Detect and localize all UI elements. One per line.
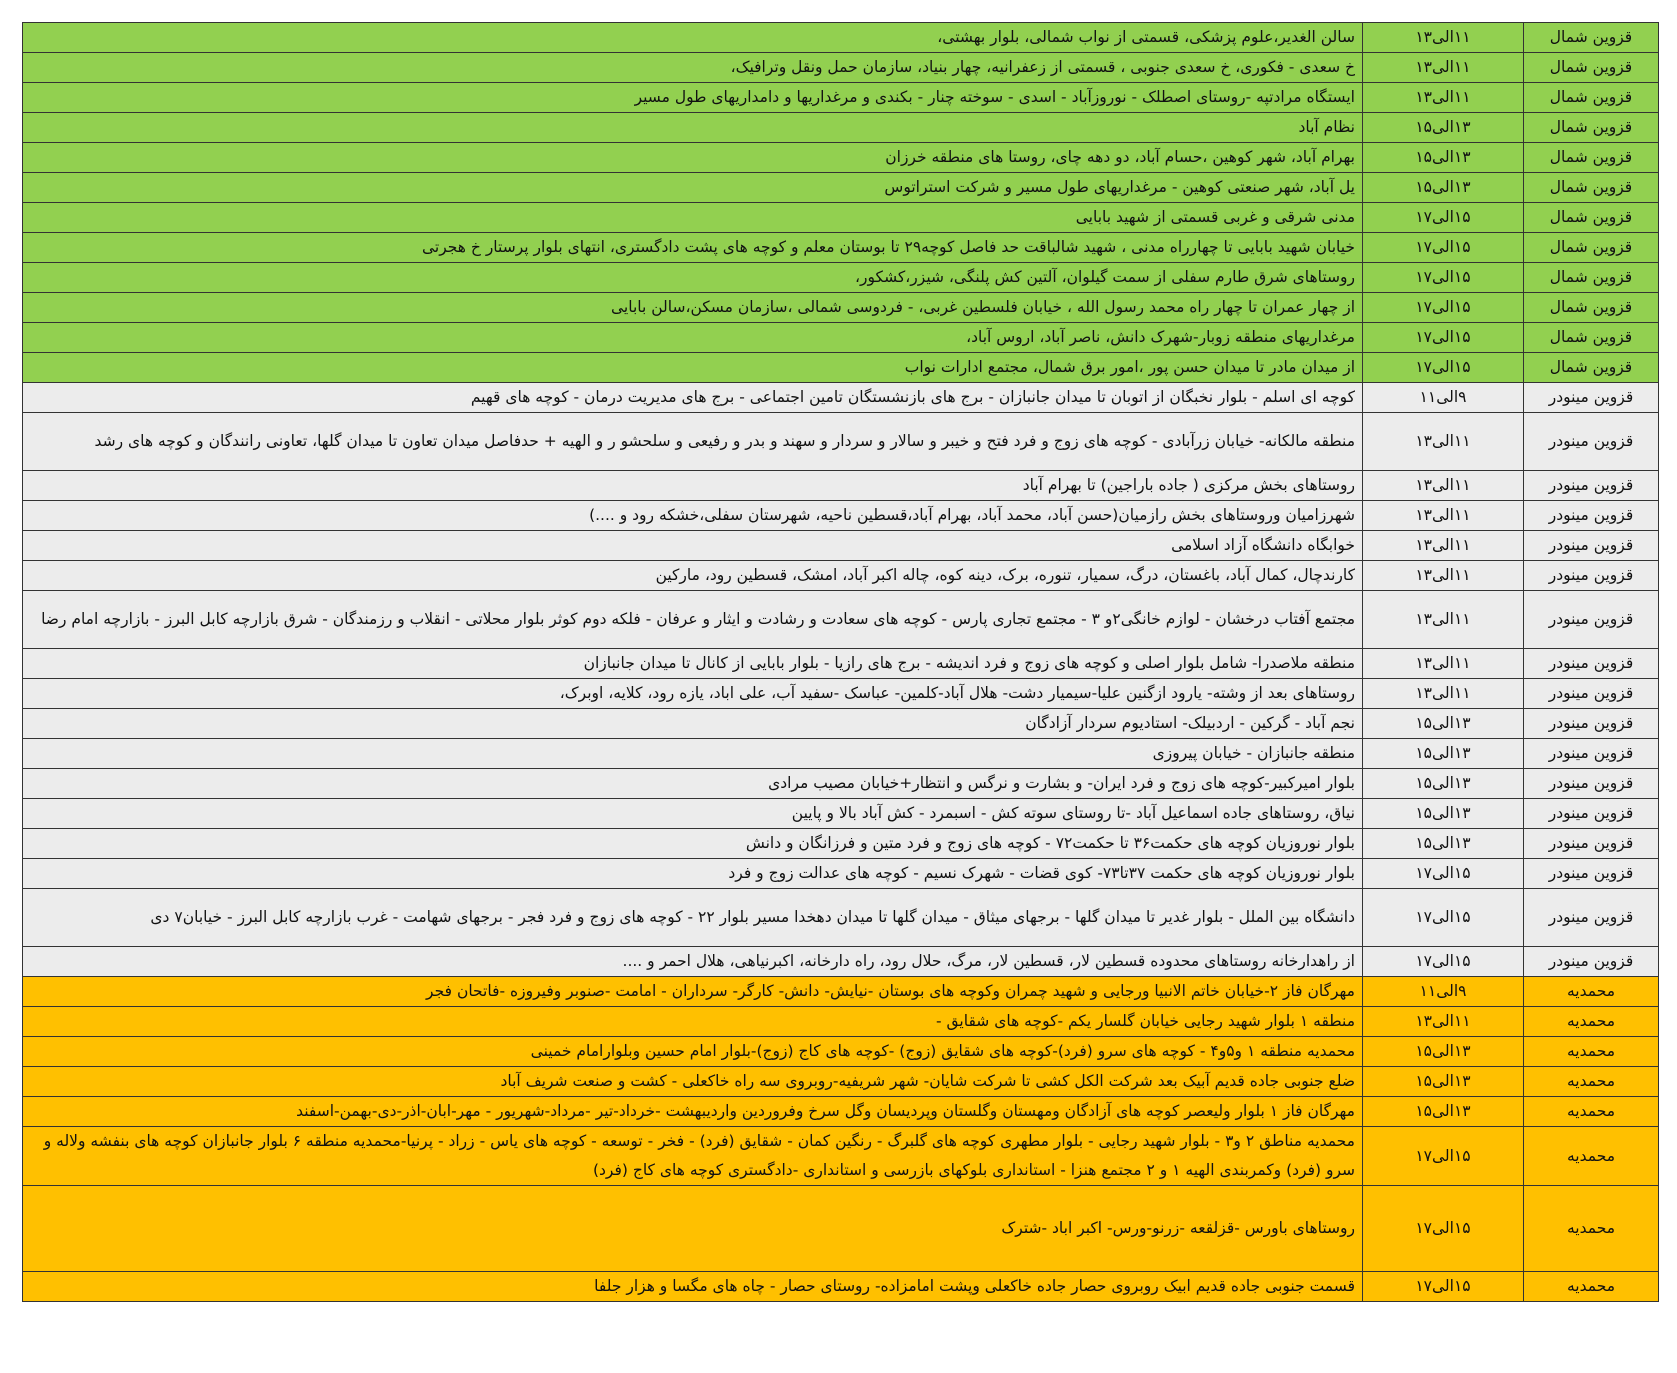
- hours-cell: ۱۵الی۱۷: [1363, 859, 1524, 889]
- areas-cell: منطقه مالکانه- خیابان زرآبادی - کوچه های زوج و فرد فتح و خیبر و سالار و سردار و سهند و بدر و رفیعی و سلحشو ر و الهیه + حدفاصل میدان تعاون تا میدان گلها، تعاونی رانندگان و کوچه های رشد: [23, 413, 1363, 471]
- areas-cell: مجتمع آفتاب درخشان - لوازم خانگی۲و ۳ - مجتمع تجاری پارس - کوچه های سعادت و رشادت و ایثار و عرفان - فلکه دوم کوثر بلوار محلاتی - انقلاب و رزمندگان - شرق بازارچه کابل البرز - بازارچه امام رضا: [23, 591, 1363, 649]
- hours-cell: ۱۱الی۱۳: [1363, 561, 1524, 591]
- table-row: [23, 709, 1659, 739]
- areas-cell: از راهدارخانه روستاهای محدوده قسطین لار، قسطین لار، مرگ، حلال رود، راه دارخانه، اکبرنیاهی، هلال احمر و ....: [23, 947, 1363, 977]
- region-cell: قزوین مینودر: [1524, 889, 1659, 947]
- region-cell: قزوین شمال: [1524, 293, 1659, 323]
- table-row: [23, 323, 1659, 353]
- hours-cell: ۱۱الی۱۳: [1363, 413, 1524, 471]
- region-cell: قزوین شمال: [1524, 323, 1659, 353]
- areas-cell: نظام آباد: [23, 113, 1363, 143]
- table-row: [23, 233, 1659, 263]
- table-row: [23, 173, 1659, 203]
- region-cell: قزوین شمال: [1524, 83, 1659, 113]
- outage-schedule-table: [22, 22, 1659, 1302]
- areas-cell: محمدیه منطقه ۱ و۵و۴ - کوچه های سرو (فرد)-کوچه های شقایق (زوج) -کوچه های کاج (زوج)-بلوار امام حسین وبلوارامام خمینی: [23, 1037, 1363, 1067]
- areas-cell: خ سعدی - فکوری، خ سعدی جنوبی ، قسمتی از زعفرانیه، چهار بنیاد، سازمان حمل ونقل وترافیک،: [23, 53, 1363, 83]
- hours-cell: ۱۵الی۱۷: [1363, 889, 1524, 947]
- hours-cell: ۱۱الی۱۳: [1363, 53, 1524, 83]
- areas-cell: منطقه جانبازان - خیابان پیروزی: [23, 739, 1363, 769]
- areas-cell: بلوار نوروزیان کوچه های حکمت۳۶ تا حکمت۷۲ - کوچه های زوج و فرد متین و فرزانگان و دانش: [23, 829, 1363, 859]
- region-cell: محمدیه: [1524, 1127, 1659, 1186]
- table-row: [23, 591, 1659, 649]
- hours-cell: ۱۱الی۱۳: [1363, 501, 1524, 531]
- areas-cell: روستاهای بخش مرکزی ( جاده باراجین) تا بهرام آباد: [23, 471, 1363, 501]
- table-row: [23, 769, 1659, 799]
- table-row: [23, 23, 1659, 53]
- region-cell: محمدیه: [1524, 1186, 1659, 1272]
- areas-cell: روستاهای باورس -قزلقعه -زرنو-ورس- اکبر اباد -شترک: [23, 1186, 1363, 1272]
- areas-cell: روستاهای بعد از وشته- یارود ازگنین علیا-سیمیار دشت- هلال آباد-کلمین- عباسک -سفید آب، علی اباد، یازه رود، کلایه، اوبرک،: [23, 679, 1363, 709]
- areas-cell: روستاهای شرق طارم سفلی از سمت گیلوان، آلتین کش پلنگی، شیزر،کشکور،: [23, 263, 1363, 293]
- region-cell: قزوین مینودر: [1524, 649, 1659, 679]
- outage-schedule-sheet: [22, 22, 1659, 1302]
- areas-cell: بلوار امیرکبیر-کوچه های زوج و فرد ایران- و بشارت و نرگس و انتظار+خیابان مصیب مرادی: [23, 769, 1363, 799]
- areas-cell: منطقه ۱ بلوار شهید رجایی خیابان گلسار یکم -کوچه های شقایق -: [23, 1007, 1363, 1037]
- region-cell: قزوین مینودر: [1524, 383, 1659, 413]
- areas-cell: سالن الغدیر،علوم پزشکی، قسمتی از نواب شمالی، بلوار بهشتی،: [23, 23, 1363, 53]
- table-row: [23, 1097, 1659, 1127]
- schedule-rows: [23, 23, 1659, 1302]
- table-row: [23, 679, 1659, 709]
- region-cell: قزوین مینودر: [1524, 947, 1659, 977]
- table-row: [23, 53, 1659, 83]
- region-cell: قزوین مینودر: [1524, 413, 1659, 471]
- region-cell: محمدیه: [1524, 1067, 1659, 1097]
- hours-cell: ۱۱الی۱۳: [1363, 1007, 1524, 1037]
- areas-cell: نجم آباد - گرکین - اردبیلک- استادیوم سردار آزادگان: [23, 709, 1363, 739]
- areas-cell: کارندچال، کمال آباد، باغستان، درگ، سمیار، تنوره، برک، دینه کوه، چاله اکبر آباد، امشک، قسطین رود، مارکین: [23, 561, 1363, 591]
- areas-cell: منطقه ملاصدرا- شامل بلوار اصلی و کوچه های زوج و فرد اندیشه - برج های رازیا - بلوار بابایی از کانال تا میدان جانبازان: [23, 649, 1363, 679]
- region-cell: قزوین شمال: [1524, 113, 1659, 143]
- table-row: [23, 649, 1659, 679]
- table-row: [23, 561, 1659, 591]
- region-cell: قزوین شمال: [1524, 53, 1659, 83]
- areas-cell: یل آباد، شهر صنعتی کوهین - مرغداریهای طول مسیر و شرکت استراتوس: [23, 173, 1363, 203]
- hours-cell: ۱۱الی۱۳: [1363, 23, 1524, 53]
- hours-cell: ۹الی۱۱: [1363, 383, 1524, 413]
- hours-cell: ۱۳الی۱۵: [1363, 143, 1524, 173]
- hours-cell: ۱۳الی۱۵: [1363, 769, 1524, 799]
- table-row: [23, 413, 1659, 471]
- region-cell: قزوین مینودر: [1524, 799, 1659, 829]
- region-cell: قزوین شمال: [1524, 263, 1659, 293]
- hours-cell: ۱۵الی۱۷: [1363, 293, 1524, 323]
- region-cell: قزوین مینودر: [1524, 591, 1659, 649]
- areas-cell: خیابان شهید بابایی تا چهارراه مدنی ، شهید شالباقت حد فاصل کوچه۲۹ تا بوستان معلم و کوچه های پشت دادگستری، انتهای بلوار پرستار خ هجرتی: [23, 233, 1363, 263]
- table-row: [23, 83, 1659, 113]
- hours-cell: ۱۳الی۱۵: [1363, 173, 1524, 203]
- hours-cell: ۱۵الی۱۷: [1363, 233, 1524, 263]
- region-cell: قزوین مینودر: [1524, 531, 1659, 561]
- hours-cell: ۱۳الی۱۵: [1363, 1037, 1524, 1067]
- table-row: [23, 353, 1659, 383]
- table-row: [23, 1272, 1659, 1302]
- areas-cell: از چهار عمران تا چهار راه محمد رسول الله ، خیابان فلسطین غربی، - فردوسی شمالی ،سازمان مسکن،سالن بابایی: [23, 293, 1363, 323]
- table-row: [23, 739, 1659, 769]
- table-row: [23, 263, 1659, 293]
- region-cell: قزوین شمال: [1524, 203, 1659, 233]
- table-row: [23, 293, 1659, 323]
- region-cell: قزوین شمال: [1524, 143, 1659, 173]
- region-cell: قزوین مینودر: [1524, 739, 1659, 769]
- region-cell: قزوین مینودر: [1524, 471, 1659, 501]
- table-row: [23, 113, 1659, 143]
- hours-cell: ۱۳الی۱۵: [1363, 1097, 1524, 1127]
- table-row: [23, 1007, 1659, 1037]
- hours-cell: ۱۳الی۱۵: [1363, 709, 1524, 739]
- areas-cell: ضلع جنوبی جاده قدیم آبیک بعد شرکت الکل کشی تا شرکت شایان- شهر شریفیه-روبروی سه راه خاکعلی - کشت و صنعت شریف آباد: [23, 1067, 1363, 1097]
- hours-cell: ۱۱الی۱۳: [1363, 679, 1524, 709]
- hours-cell: ۱۳الی۱۵: [1363, 829, 1524, 859]
- areas-cell: مهرگان فاز ۲-خیابان خاتم الانبیا ورجایی و شهید چمران وکوچه های بوستان -نیایش- دانش- کارگر- سرداران - امامت -صنوبر وفیروزه -فاتحان فجر: [23, 977, 1363, 1007]
- hours-cell: ۹الی۱۱: [1363, 977, 1524, 1007]
- table-row: [23, 829, 1659, 859]
- hours-cell: ۱۱الی۱۳: [1363, 649, 1524, 679]
- table-row: [23, 859, 1659, 889]
- table-row: [23, 203, 1659, 233]
- hours-cell: ۱۳الی۱۵: [1363, 1067, 1524, 1097]
- areas-cell: بهرام آباد، شهر کوهین ،حسام آباد، دو دهه چای، روستا های منطقه خرزان: [23, 143, 1363, 173]
- areas-cell: مرغداریهای منطقه زوبار-شهرک دانش، ناصر آباد، اروس آباد،: [23, 323, 1363, 353]
- table-row: [23, 383, 1659, 413]
- region-cell: قزوین مینودر: [1524, 709, 1659, 739]
- region-cell: قزوین شمال: [1524, 233, 1659, 263]
- region-cell: قزوین مینودر: [1524, 829, 1659, 859]
- hours-cell: ۱۵الی۱۷: [1363, 353, 1524, 383]
- table-row: [23, 1127, 1659, 1186]
- table-row: [23, 1067, 1659, 1097]
- region-cell: قزوین مینودر: [1524, 769, 1659, 799]
- region-cell: قزوین مینودر: [1524, 561, 1659, 591]
- hours-cell: ۱۵الی۱۷: [1363, 1186, 1524, 1272]
- hours-cell: ۱۳الی۱۵: [1363, 739, 1524, 769]
- areas-cell: قسمت جنوبی جاده قدیم ابیک روبروی حصار جاده خاکعلی وپشت امامزاده- روستای حصار - چاه های مگسا و هزار جلفا: [23, 1272, 1363, 1302]
- table-row: [23, 1037, 1659, 1067]
- table-row: [23, 501, 1659, 531]
- areas-cell: نیاق، روستاهای جاده اسماعیل آباد -تا روستای سوته کش - اسبمرد - کش آباد بالا و پایین: [23, 799, 1363, 829]
- region-cell: قزوین مینودر: [1524, 679, 1659, 709]
- table-row: [23, 977, 1659, 1007]
- region-cell: قزوین شمال: [1524, 353, 1659, 383]
- areas-cell: مدنی شرقی و غربی قسمتی از شهید بابایی: [23, 203, 1363, 233]
- hours-cell: ۱۱الی۱۳: [1363, 83, 1524, 113]
- areas-cell: محمدیه مناطق ۲ و۳ - بلوار شهید رجایی - بلوار مطهری کوچه های گلبرگ - رنگین کمان - شقایق (فرد) - فخر - توسعه - کوچه های یاس - زراد - پرنیا-محمدیه منطقه ۶ بلوار جانبازان کوچه های بنفشه ولاله و سرو (فرد) وکمربندی الهیه ۱ و ۲ مجتمع هنزا - استانداری بلوکهای بازرسی و استانداری -دادگستری کوچه های کاج (فرد): [23, 1127, 1363, 1186]
- hours-cell: ۱۵الی۱۷: [1363, 947, 1524, 977]
- hours-cell: ۱۱الی۱۳: [1363, 591, 1524, 649]
- hours-cell: ۱۱الی۱۳: [1363, 531, 1524, 561]
- region-cell: قزوین شمال: [1524, 173, 1659, 203]
- region-cell: محمدیه: [1524, 1007, 1659, 1037]
- region-cell: قزوین شمال: [1524, 23, 1659, 53]
- areas-cell: شهرزامیان وروستاهای بخش رازمیان(حسن آباد، محمد آباد، بهرام آباد،قسطین ناحیه، شهرستان سفلی،خشکه رود و ....): [23, 501, 1363, 531]
- hours-cell: ۱۵الی۱۷: [1363, 203, 1524, 233]
- region-cell: محمدیه: [1524, 1272, 1659, 1302]
- areas-cell: خوابگاه دانشگاه آزاد اسلامی: [23, 531, 1363, 561]
- hours-cell: ۱۳الی۱۵: [1363, 799, 1524, 829]
- table-row: [23, 143, 1659, 173]
- hours-cell: ۱۵الی۱۷: [1363, 1272, 1524, 1302]
- table-row: [23, 799, 1659, 829]
- hours-cell: ۱۵الی۱۷: [1363, 323, 1524, 353]
- table-row: [23, 889, 1659, 947]
- hours-cell: ۱۵الی۱۷: [1363, 263, 1524, 293]
- region-cell: محمدیه: [1524, 1037, 1659, 1067]
- table-row: [23, 1186, 1659, 1272]
- areas-cell: دانشگاه بین الملل - بلوار غدیر تا میدان گلها - برجهای میثاق - میدان گلها تا میدان دهخدا مسیر بلوار ۲۲ - کوچه های زوج و فرد فجر - برجهای شهامت - غرب بازارچه کابل البرز - خیابان۷ دی: [23, 889, 1363, 947]
- areas-cell: ایستگاه مرادتپه -روستای اصطلک - نوروزآباد - اسدی - سوخته چنار - بکندی و مرغداریها و دامداریهای طول مسیر: [23, 83, 1363, 113]
- region-cell: قزوین مینودر: [1524, 859, 1659, 889]
- areas-cell: از میدان مادر تا میدان حسن پور ،امور برق شمال، مجتمع ادارات نواب: [23, 353, 1363, 383]
- areas-cell: کوچه ای اسلم - بلوار نخبگان از اتوبان تا میدان جانبازان - برج های بازنشستگان تامین اجتماعی - برج های مدیریت درمان - کوچه های قهیم: [23, 383, 1363, 413]
- region-cell: محمدیه: [1524, 1097, 1659, 1127]
- hours-cell: ۱۱الی۱۳: [1363, 471, 1524, 501]
- areas-cell: مهرگان فاز ۱ بلوار ولیعصر کوچه های آزادگان ومهستان وگلستان وپردیسان وگل سرخ وفروردین واردیبهشت -خرداد-تیر -مرداد-شهریور - مهر-ابان-اذر-دی-بهمن-اسفند: [23, 1097, 1363, 1127]
- table-row: [23, 471, 1659, 501]
- region-cell: محمدیه: [1524, 977, 1659, 1007]
- table-row: [23, 531, 1659, 561]
- areas-cell: بلوار نوروزیان کوچه های حکمت ۳۷تا۷۳- کوی قضات - شهرک نسیم - کوچه های عدالت زوج و فرد: [23, 859, 1363, 889]
- hours-cell: ۱۳الی۱۵: [1363, 113, 1524, 143]
- hours-cell: ۱۵الی۱۷: [1363, 1127, 1524, 1186]
- region-cell: قزوین مینودر: [1524, 501, 1659, 531]
- table-row: [23, 947, 1659, 977]
